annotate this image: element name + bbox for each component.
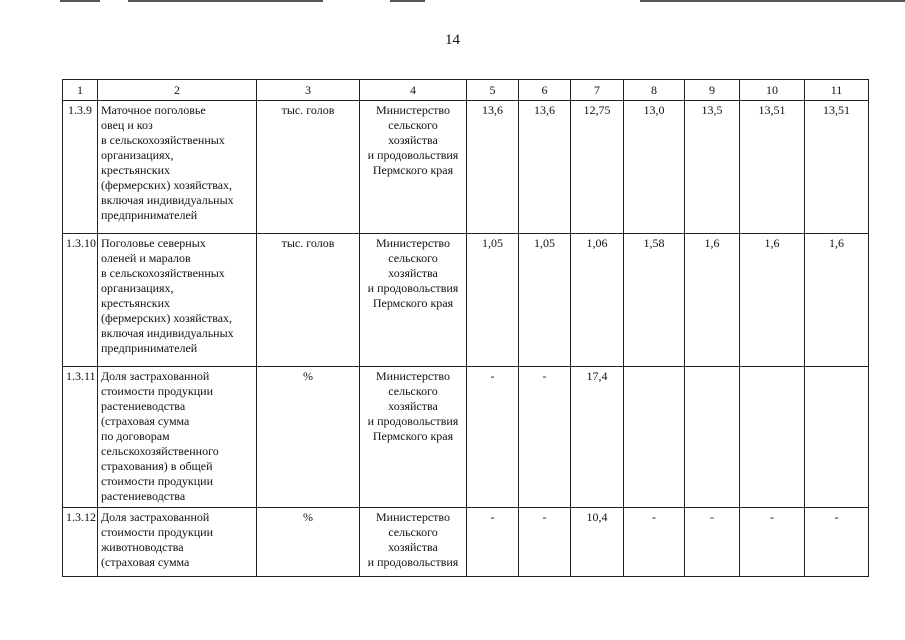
table-row <box>63 234 869 367</box>
column-header: 6 <box>519 80 571 101</box>
value-cell: 13,0 <box>624 101 685 234</box>
indicators-table <box>62 79 869 577</box>
responsible-ministry: Министерство сельского хозяйства и продовольствия <box>360 508 467 577</box>
column-header: 2 <box>98 80 257 101</box>
value-cell <box>740 367 805 508</box>
value-cell: 13,51 <box>805 101 869 234</box>
table-row <box>63 508 869 577</box>
value-cell: 1,58 <box>624 234 685 367</box>
scan-top-edge <box>0 0 905 2</box>
column-header: 4 <box>360 80 467 101</box>
value-cell: 12,75 <box>571 101 624 234</box>
value-cell: 1,06 <box>571 234 624 367</box>
unit-cell: тыс. голов <box>257 234 360 367</box>
scan-edge-mark <box>640 0 905 2</box>
value-cell <box>685 367 740 508</box>
row-number: 1.3.9 <box>63 101 98 234</box>
page-number: 14 <box>445 32 460 48</box>
value-cell: 13,51 <box>740 101 805 234</box>
responsible-ministry: Министерство сельского хозяйства и продовольствия Пермского края <box>360 367 467 508</box>
scan-edge-mark <box>60 0 100 2</box>
column-header: 7 <box>571 80 624 101</box>
unit-cell: тыс. голов <box>257 101 360 234</box>
unit-cell: % <box>257 367 360 508</box>
value-cell: 13,6 <box>467 101 519 234</box>
value-cell: 10,4 <box>571 508 624 577</box>
column-header: 9 <box>685 80 740 101</box>
value-cell: - <box>467 367 519 508</box>
value-cell: 13,5 <box>685 101 740 234</box>
scan-edge-mark <box>128 0 323 2</box>
value-cell: - <box>685 508 740 577</box>
column-header: 3 <box>257 80 360 101</box>
column-header: 11 <box>805 80 869 101</box>
value-cell: 1,05 <box>519 234 571 367</box>
indicator-name: Доля застрахованной стоимости продукции растениеводства (страховая сумма по договорам сельскохозяйственного страхования) в общей стоимости продукции растениеводства <box>98 367 257 508</box>
value-cell: 1,05 <box>467 234 519 367</box>
row-number: 1.3.12 <box>63 508 98 577</box>
table-header-row <box>63 80 869 101</box>
value-cell: 1,6 <box>685 234 740 367</box>
column-header: 5 <box>467 80 519 101</box>
value-cell: 1,6 <box>740 234 805 367</box>
value-cell: - <box>740 508 805 577</box>
column-header: 8 <box>624 80 685 101</box>
value-cell: - <box>519 367 571 508</box>
value-cell: - <box>467 508 519 577</box>
value-cell: - <box>519 508 571 577</box>
value-cell: - <box>624 508 685 577</box>
indicator-name: Доля застрахованной стоимости продукции животноводства (страховая сумма <box>98 508 257 577</box>
column-header: 1 <box>63 80 98 101</box>
row-number: 1.3.11 <box>63 367 98 508</box>
value-cell: - <box>805 508 869 577</box>
table-row <box>63 101 869 234</box>
value-cell: 1,6 <box>805 234 869 367</box>
unit-cell: % <box>257 508 360 577</box>
row-number: 1.3.10 <box>63 234 98 367</box>
indicator-name: Поголовье северных оленей и маралов в сельскохозяйственных организациях, крестьянских (фермерских) хозяйствах, включая индивидуальных предпринимателей <box>98 234 257 367</box>
scan-edge-mark <box>390 0 425 2</box>
column-header: 10 <box>740 80 805 101</box>
indicator-name: Маточное поголовье овец и коз в сельскохозяйственных организациях, крестьянских (фермерских) хозяйствах, включая индивидуальных предпринимателей <box>98 101 257 234</box>
value-cell: 13,6 <box>519 101 571 234</box>
value-cell <box>805 367 869 508</box>
responsible-ministry: Министерство сельского хозяйства и продовольствия Пермского края <box>360 101 467 234</box>
value-cell <box>624 367 685 508</box>
table-row <box>63 367 869 508</box>
value-cell: 17,4 <box>571 367 624 508</box>
responsible-ministry: Министерство сельского хозяйства и продовольствия Пермского края <box>360 234 467 367</box>
